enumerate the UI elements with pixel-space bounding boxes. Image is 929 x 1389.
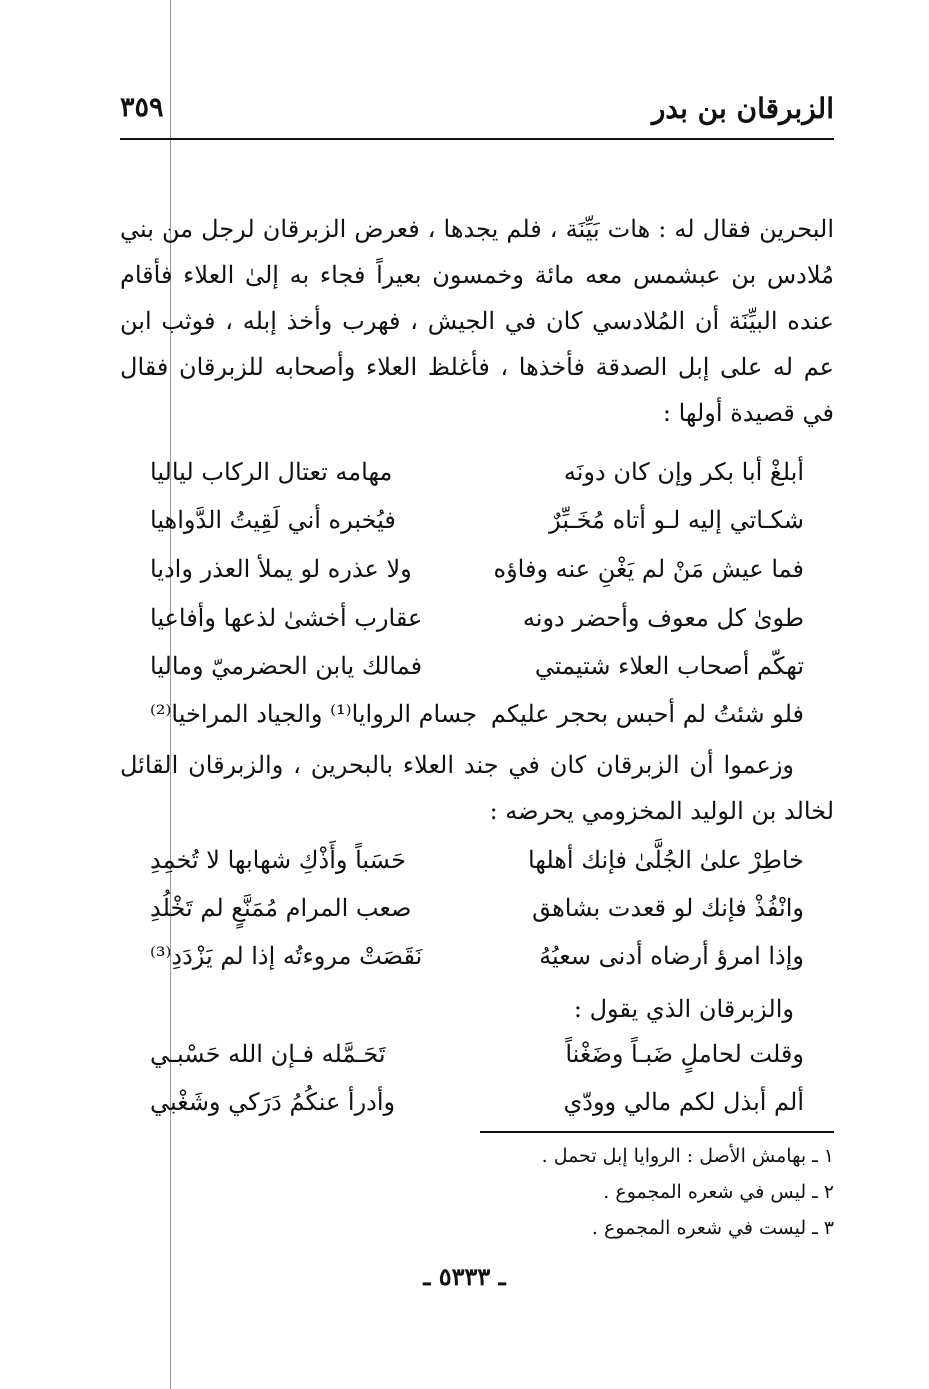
page-number: ٣٥٩	[120, 92, 164, 123]
paragraph-3-text: والزبرقان الذي يقول :	[573, 995, 794, 1023]
second-hemistich: وأدرأ عنكُمُ دَرَكي وشَغْبي	[150, 1088, 396, 1116]
first-hemistich: فلو شئتُ لم أحبس بحجر عليكم	[490, 700, 804, 728]
first-hemistich: تهكّم أصحاب العلاء شتيمتي	[534, 652, 804, 680]
footnote: ١ ـ بهامش الأصل : الروايا إبل تحمل .	[541, 1145, 834, 1167]
verse-line	[150, 642, 804, 690]
verse-line	[150, 884, 804, 932]
second-hemistich: جسام الروايا⁽¹⁾ والجياد المراخيا⁽²⁾	[150, 700, 478, 728]
second-hemistich: مهامه تعتال الركاب لياليا	[150, 458, 393, 486]
second-hemistich: فيُخبره أني لَقِيتُ الدَّواهيا	[150, 506, 396, 534]
paragraph-2	[120, 742, 834, 834]
paragraph-1-text: البحرين فقال له : هات بَيِّنَة ، فلم يجدها ، فعرض الزبرقان لرجل من بني مُلادس بن عبشمس معه مائة وخمسون بعيراً فجاء به إلىٰ العلاء فأقام عنده البيِّنَة أن المُلادسي كان في الجيش ، فهرب وأخذ إبله ، فوثب ابن عم له على إبل الصدقة فأخذها ، فأغلظ العلاء وأصحابه للزبرقان فقال في قصيدة أولها :	[120, 215, 834, 427]
first-hemistich: وإذا امرؤ أرضاه أدنى سعيُهُ	[539, 942, 804, 970]
first-hemistich: أبلغْ أبا بكر وإن كان دونَه	[563, 458, 804, 486]
second-hemistich: نَقَصَتْ مروءتُه إذا لم يَزْدَدِ⁽³⁾	[150, 942, 423, 970]
first-hemistich: وقلت لحاملٍ ضَبـاً وضَغْناً	[565, 1040, 804, 1068]
verse-line	[150, 594, 804, 642]
first-hemistich: ألم أبذل لكم مالي وودّي	[563, 1088, 804, 1116]
verse-line	[150, 690, 804, 738]
first-hemistich: طوىٰ كل معوف وأحضر دونه	[522, 604, 804, 632]
verse-line	[150, 1030, 804, 1078]
verse-line	[150, 932, 804, 980]
paragraph-3	[120, 986, 834, 1032]
footnotes	[120, 1138, 834, 1246]
verse-line	[150, 836, 804, 884]
first-hemistich: شكـاتي إليه لـو أتاه مُخَـبِّرٌ	[549, 506, 804, 534]
second-hemistich: حَسَباً وأَذْكِ شهابها لا تُخمِدِ	[150, 846, 406, 874]
running-header	[120, 88, 834, 136]
second-hemistich: عقارب أخشىٰ لذعها وأفاعيا	[150, 604, 423, 632]
footnote-rule	[480, 1131, 834, 1133]
second-hemistich: ولا عذره لو يملأ العذر واديا	[150, 555, 412, 583]
folio-number: ـ ٥٣٣٣ ـ	[423, 1262, 506, 1291]
chapter-title: الزبرقان بن بدر	[651, 92, 834, 125]
header-rule	[120, 138, 834, 140]
verse-line	[150, 1078, 804, 1126]
second-hemistich: صعب المرام مُمَنَّعٍ لم تَخْلُدِ	[150, 894, 412, 922]
verse-line	[150, 448, 804, 496]
footnote: ٣ ـ ليست في شعره المجموع .	[591, 1217, 834, 1239]
paragraph-1	[120, 206, 834, 436]
first-hemistich: وانْفُذْ فإنك لو قعدت بشاهق	[532, 894, 804, 922]
second-hemistich: تَحَـمَّله فـإن الله حَسْبـي	[150, 1040, 386, 1068]
paragraph-2-text: وزعموا أن الزبرقان كان في جند العلاء بالبحرين ، والزبرقان القائل لخالد بن الوليد المخزومي يحرضه :	[120, 751, 834, 825]
first-hemistich: خاطِرْ علىٰ الجُلَّىٰ فإنك أهلها	[527, 846, 804, 874]
verse-line	[150, 496, 804, 544]
first-hemistich: فما عيش مَنْ لم يَغْنِ عنه وفاؤه	[493, 555, 804, 583]
second-hemistich: فمالك يابن الحضرميّ وماليا	[150, 652, 423, 680]
verse-line	[150, 545, 804, 593]
footnote: ٢ ـ ليس في شعره المجموع .	[603, 1181, 834, 1203]
